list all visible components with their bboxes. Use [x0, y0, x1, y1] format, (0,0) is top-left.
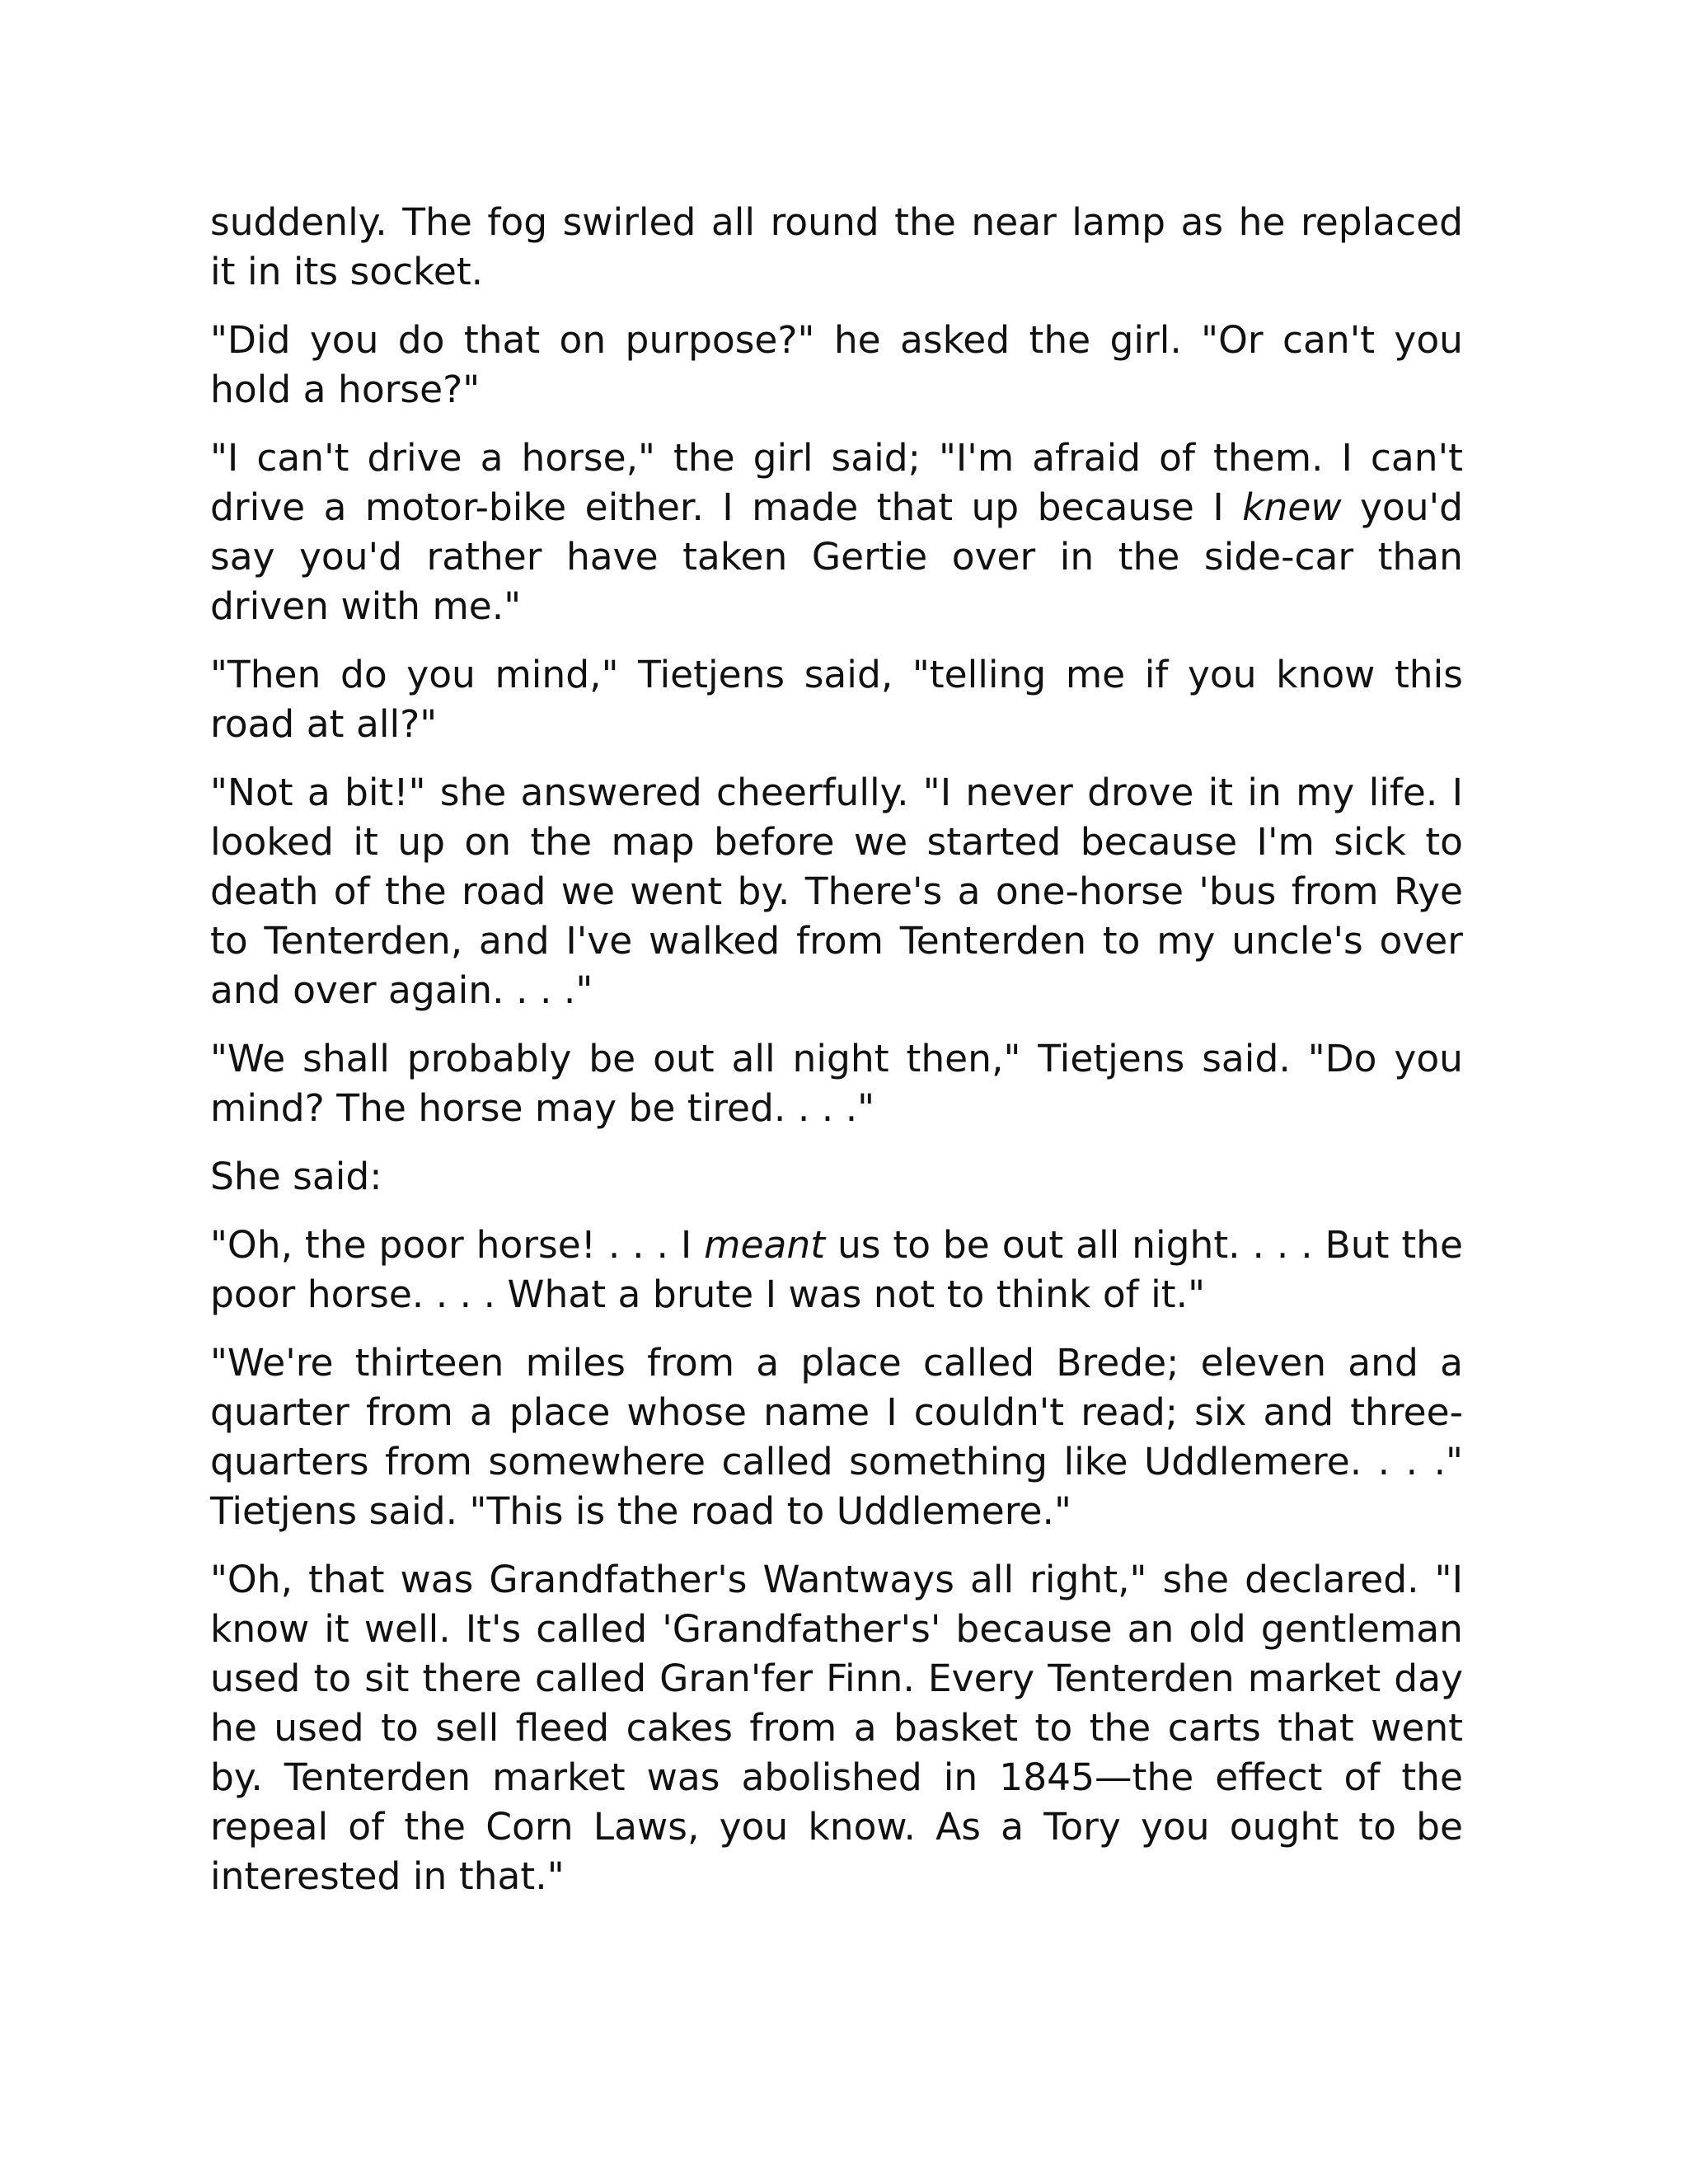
paragraph-text: "Did you do that on purpose?" he asked the girl. "Or can't you hold a horse?"	[210, 318, 1463, 411]
paragraph	[210, 434, 1463, 631]
paragraph	[210, 1034, 1463, 1133]
italic-emphasis: knew	[1242, 485, 1342, 529]
paragraph	[210, 198, 1463, 297]
paragraph	[210, 768, 1463, 1015]
paragraph-text: us to be out all night. . . . But the poor horse. . . . What a brute I was not to think of it."	[210, 1223, 1463, 1316]
paragraph-text: suddenly. The fog swirled all round the near lamp as he replaced it in its socket.	[210, 200, 1463, 293]
paragraph	[210, 1152, 1463, 1202]
italic-emphasis: meant	[704, 1223, 826, 1267]
paragraph	[210, 1221, 1463, 1319]
paragraph-text: "Not a bit!" she answered cheerfully. "I never drove it in my life. I looked it up on the map before we started because I'm sick to death of the road we went by. There's a one-horse 'bus from Rye to Tenterden, and I've walked from Tenterden to my uncle's over and over again. . . ."	[210, 771, 1463, 1012]
paragraph-text: "We shall probably be out all night then," Tietjens said. "Do you mind? The horse may be tired. . . ."	[210, 1037, 1463, 1130]
paragraph	[210, 1555, 1463, 1901]
paragraph	[210, 650, 1463, 749]
paragraph-text: "Oh, the poor horse! . . . I	[210, 1223, 705, 1267]
paragraph-text: you'd say you'd rather have taken Gertie over in the side-car than driven with me."	[210, 485, 1463, 628]
paragraph	[210, 316, 1463, 415]
paragraph-text: "I can't drive a horse," the girl said; "I'm afraid of them. I can't drive a motor-bike either. I made that up because I	[210, 436, 1463, 529]
paragraph-text: "We're thirteen miles from a place called Brede; eleven and a quarter from a place whose name I couldn't read; six and three-quarters from somewhere called something like Uddlemere. . . ." Tietjens said. "This is the road to Uddlemere."	[210, 1341, 1463, 1533]
book-page-text	[210, 198, 1463, 1920]
paragraph	[210, 1338, 1463, 1536]
paragraph-text: She said:	[210, 1155, 382, 1198]
paragraph-text: "Oh, that was Grandfather's Wantways all right," she declared. "I know it well. It's called 'Grandfather's' because an old gentleman used to sit there called Gran'fer Finn. Every Tenterden market day he used to sell fleed cakes from a basket to the carts that went by. Tenterden market was abolished in 1845—the effect of the repeal of the Corn Laws, you know. As a Tory you ought to be interested in that."	[210, 1558, 1463, 1898]
paragraph-text: "Then do you mind," Tietjens said, "telling me if you know this road at all?"	[210, 653, 1463, 746]
